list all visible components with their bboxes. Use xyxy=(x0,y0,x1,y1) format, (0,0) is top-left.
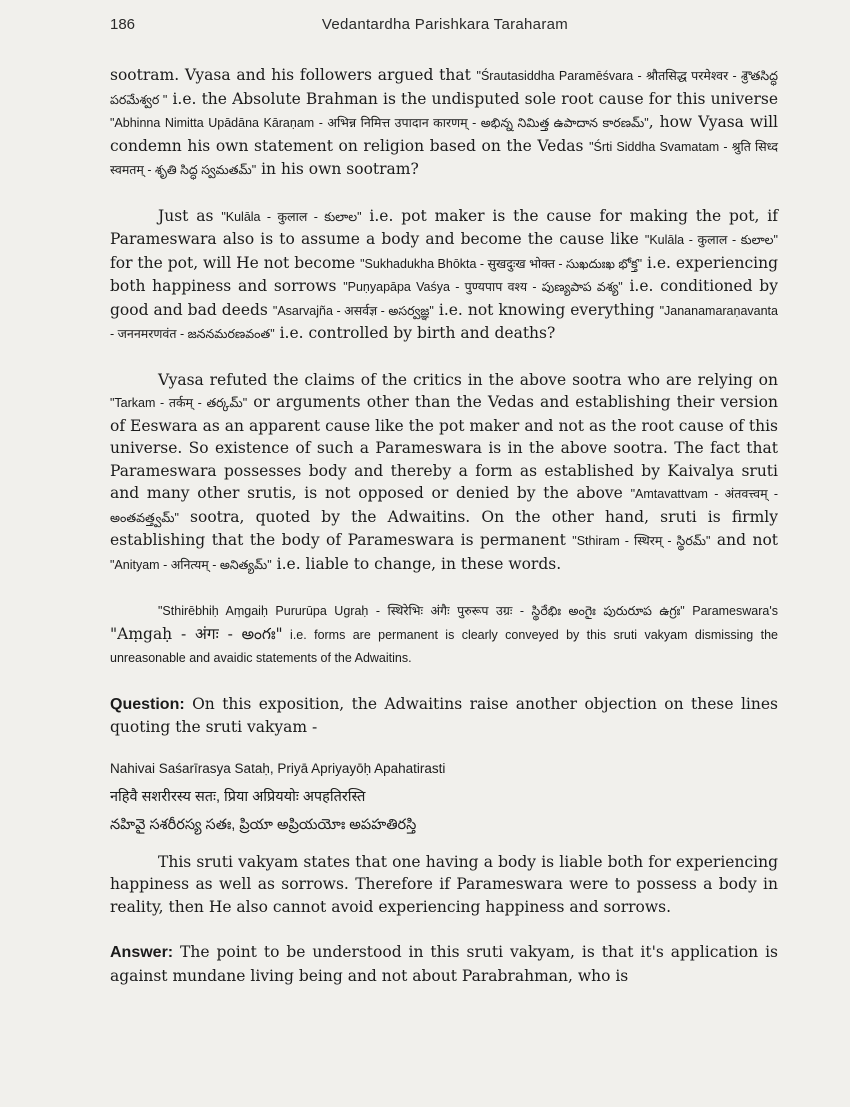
quoted-term: Parameswara's xyxy=(684,604,778,618)
paragraph-text: "Aṃgaḥ - अंगः - అంగః" xyxy=(110,624,283,643)
paragraph-text: sootra, quoted by the Adwaitins. On the other hand, sruti is firmly establishing that the body of Parameswara is permanent xyxy=(110,507,778,549)
quoted-term: "Asarvajña - असर्वज्ञ - అసర్వజ్ఞ" xyxy=(272,303,434,318)
quoted-term: "Sukhadukha Bhōkta - सुखदुःख भोक्त - సుఖదుఃఖ భోక్త" xyxy=(360,256,643,271)
quoted-term: "Kulāla - कुलाल - కులాల" xyxy=(644,233,778,247)
quoted-term: "Anityam - अनित्यम् - అనిత్యమ్" xyxy=(110,557,272,572)
paragraph-text: i.e. liable to change, in these words. xyxy=(271,554,562,573)
question-label: Question: xyxy=(110,695,185,713)
mantra-roman: Nahivai Saśarīrasya Sataḥ, Priyā Apriyayōḥ Apahatirasti xyxy=(110,760,446,776)
quoted-term: "Sthirēbhiḥ Aṃgaiḥ Pururūpa Ugraḥ - स्थिरेभिः अंगैः पुरुरूप उग्रः - స్థిరేభిః అంగైః పురురూప ఉగ్రః" xyxy=(158,604,685,618)
answer-paragraph xyxy=(110,941,778,987)
quoted-term: i.e. forms are permanent is clearly conveyed by this sruti vakyam dismissing the unreasonable and avaidic statements of the Adwaitins. xyxy=(110,627,778,665)
paragraph-1 xyxy=(110,64,778,182)
page-body xyxy=(110,64,778,987)
question-text: On this exposition, the Adwaitins raise another objection on these lines quoting the sruti vakyam - xyxy=(110,694,778,736)
paragraph-text: and not xyxy=(710,531,779,549)
paragraph-4 xyxy=(110,599,778,670)
answer-label: Answer: xyxy=(110,944,174,961)
paragraph-text: , how Vyasa will condemn his own statement on religion based on the Vedas xyxy=(110,113,778,155)
paragraph-text: i.e. experiencing both happiness and sorrows xyxy=(110,253,778,295)
quoted-term: "Puṇyapāpa Vaśya - पुण्यपाप वश्य - పుణ్యపాప వశ్య" xyxy=(343,280,623,294)
quoted-term: "Tarkam - तर्कम् - తర్కమ్" xyxy=(110,396,248,410)
quoted-term: "Śrautasiddha Paramēśvara - श्रौतसिद्ध परमेश्वर - శ్రౌతసిద్ధ పరమేశ్వర " xyxy=(110,69,778,107)
page-number: 186 xyxy=(110,16,136,33)
mantra-telugu: నహివై సశరీరస్య సతః, ప్రియా అప్రియయోః అపహతిరస్తి xyxy=(110,816,417,833)
paragraph-text: Just as xyxy=(158,206,222,225)
quoted-term: "Amtavattvam - अंतवत्त्वम् - అంతవత్త్వమ్" xyxy=(110,487,778,525)
paragraph-3 xyxy=(110,369,778,577)
paragraph-text: i.e. not knowing everything xyxy=(433,300,660,319)
quoted-term: "Abhinna Nimitta Upādāna Kāraṇam - अभिन्न निमित्त उपादान कारणम् - అభిన్న నిమిత్త ఉపాదాన కారణమ్" xyxy=(110,116,649,130)
book-title: Vedantardha Parishkara Taraharam xyxy=(321,16,569,33)
paragraph-text: or arguments other than the Vedas and establishing their version of Eeswara as an apparent cause like the pot maker and not as the root cause of this universe. So existence of such a Parameswara is in the above sootra. The fact that Parameswara possesses body and thereby a form as established by Kaivalya sruti and many other srutis, is not opposed or denied by the above xyxy=(110,393,778,502)
paragraph-text: i.e. the Absolute Brahman is the undisputed sole root cause for this universe xyxy=(167,89,778,108)
paragraph-text: i.e. controlled by birth and deaths? xyxy=(274,324,556,342)
paragraph-text: Vyasa refuted the claims of the critics in the above sootra who are relying on xyxy=(158,370,778,389)
mantra-devanagari: नहिवै सशरीरस्य सतः, प्रिया अप्रिययोः अपहतिरस्ति xyxy=(110,788,366,805)
question-paragraph xyxy=(110,693,778,739)
answer-text: The point to be understood in this sruti vakyam, is that it's application is against mundane living being and not about Parabrahman, who is xyxy=(110,943,778,985)
paragraph-text: in his own sootram? xyxy=(256,160,419,178)
paragraph-text: i.e. conditioned by good and bad deeds xyxy=(110,277,778,319)
paragraph-2 xyxy=(110,205,778,346)
quoted-term: "Sthiram - स्थिरम् - స్థిరమ్" xyxy=(572,534,711,548)
quoted-term: "Śrti Siddha Svamatam - श्रुति सिध्द स्वमतम् - శృతి సిద్ధ స్వమతమ్" xyxy=(110,139,779,177)
paragraph-text: for the pot, will He not become xyxy=(110,253,361,272)
quoted-term: "Kulāla - कुलाल - కులాల" xyxy=(221,209,362,224)
explanation-paragraph: This sruti vakyam states that one having a body is liable both for experiencing happiness as well as sorrows. Therefore if Parameswara were to possess a body in reality, then He also cannot avoid experiencing happiness and sorrows. xyxy=(110,852,778,916)
quoted-term: "Jananamaraṇavanta - जननमरणवंत - జననమరణవంత" xyxy=(110,303,778,341)
page-header xyxy=(110,16,780,36)
paragraph-text: i.e. pot maker is the cause for making the pot, if Parameswara also is to assume a body and become the cause like xyxy=(110,206,778,248)
paragraph-text: sootram. Vyasa and his followers argued that xyxy=(110,66,477,84)
